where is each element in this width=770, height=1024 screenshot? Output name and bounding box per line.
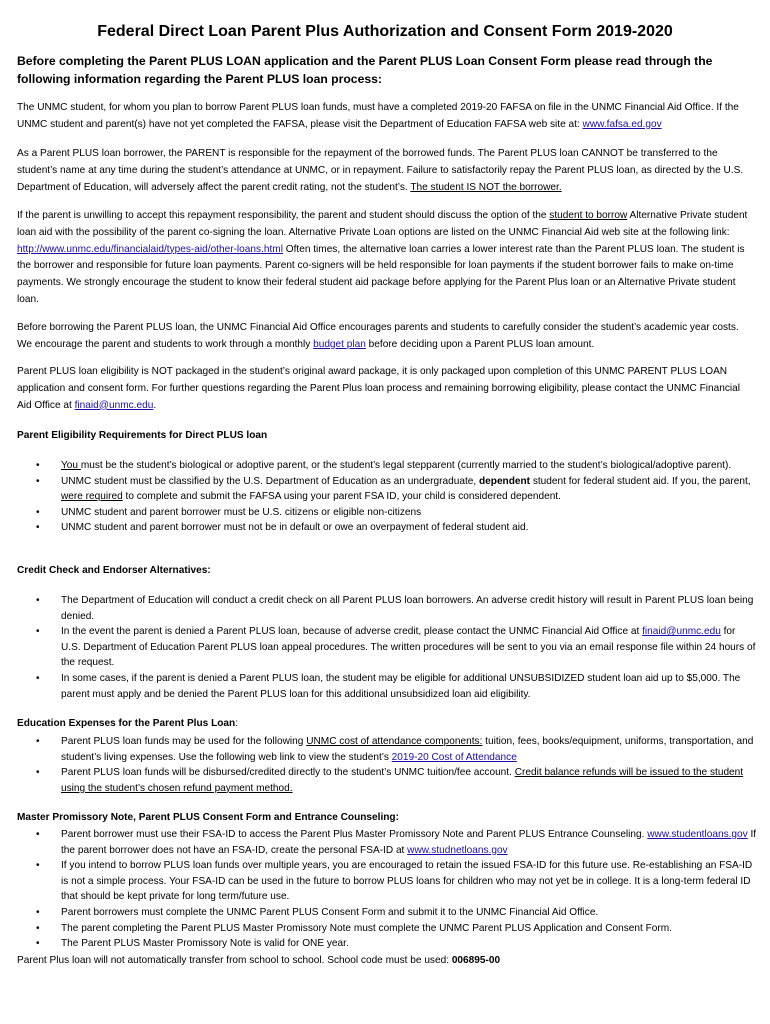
bullet-icon: • — [36, 736, 40, 747]
mpn-list — [17, 827, 757, 952]
list-item-text: Parent PLUS loan funds will be disbursed/credited directly to the student’s UNMC tuition/fee account. — [61, 767, 515, 779]
paragraph-budget — [17, 320, 755, 354]
bullet-icon: • — [36, 906, 40, 918]
studentloans-link[interactable]: www.studentloans.gov — [647, 829, 748, 840]
list-item-text: If you intend to borrow PLUS loan funds over multiple years, you are encouraged to retain the issued FSA-ID for this future use. Re-establishing an FSA-ID is not a simple process. Your FSA-ID can be used in the future to borrow PLUS loans for children who may not yet be in college. It is a long-term federal ID that should be kept private for long term/future use. — [61, 860, 753, 903]
list-item — [17, 624, 757, 671]
paragraph-fafsa — [17, 100, 755, 134]
list-item — [17, 765, 757, 796]
studnetloans-link[interactable]: www.studnetloans.gov — [407, 844, 508, 856]
list-item-text: Parent borrowers must complete the UNMC Parent PLUS Consent Form and submit it to the UNMC Financial Aid Office. — [61, 906, 599, 918]
list-item — [17, 520, 757, 536]
list-item-text: Parent borrower must use their FSA-ID to access the Parent Plus Master Promissory Note and Parent PLUS Entrance Counseling. — [61, 829, 648, 840]
paragraph-packaging-end: . — [153, 399, 157, 411]
school-code-note — [17, 954, 757, 968]
paragraph-alt-text-c: Often times, the alternative loan carries a lower interest rate than the Parent PLUS loan. The student is the borrower and responsible for future loan payments. Parent co-signers will be held responsible for loan payments if the student borrower fails to make on-time payments. We strongly encourage the student to know their federal student aid package before applying for the Parent Plus loan or an Alternative Private student loan. — [17, 243, 745, 305]
budget-plan-link[interactable]: budget plan — [313, 338, 366, 350]
paragraph-packaging-text: Parent PLUS loan eligibility is NOT packaged in the student’s original award package, it is only packaged upon completion of this UNMC PARENT PLUS LOAN application and consent form. For further questions regarding the Parent Plus loan process and remaining borrowing eligibility, please contact the UNMC Financial Aid Office at — [17, 366, 741, 411]
finaid-email-link[interactable]: finaid@unmc.edu — [74, 399, 154, 411]
list-item-text: UNMC student and parent borrower must not be in default or owe an overpayment of federal student aid. — [61, 522, 529, 534]
paragraph-eligibility-packaging — [17, 364, 755, 414]
paragraph-alt-text-b: Alternative Private student loan aid with the possibility of the parent co-signing the loan. Alternative Private Loan options are listed on the UNMC Financial Aid web site at the following link: — [17, 210, 748, 238]
list-item-text: The parent completing the Parent PLUS Master Promissory Note must complete the UNMC Parent PLUS Application and Consent Form. — [61, 922, 672, 934]
list-item — [17, 905, 757, 921]
bullet-icon: • — [36, 475, 40, 487]
credit-list — [17, 593, 757, 702]
expenses-heading-colon: : — [235, 718, 238, 729]
paragraph-fafsa-text: The UNMC student, for whom you plan to borrow Parent PLUS loan funds, must have a completed 2019-20 FAFSA on file in the UNMC Financial Aid Office. If the UNMC student and parent(s) have not yet completed the FAFSA, please visit the Department of Education FAFSA web site at: — [17, 102, 739, 130]
list-item — [17, 827, 757, 858]
list-item-text: UNMC student and parent borrower must be U.S. citizens or eligible non-citizens — [61, 506, 422, 518]
list-item-text: student for federal student aid. If you, the parent, — [530, 475, 751, 487]
not-borrower-note: The student IS NOT the borrower. — [410, 181, 562, 193]
list-item-text: for U.S. Department of Education Parent PLUS loan appeal procedures. The written procedures will be sent to you via an email response file within 24 hours of the request. — [61, 626, 756, 669]
paragraph-repayment-text: As a Parent PLUS loan borrower, the PARENT is responsible for the repayment of the borrowed funds. The Parent PLUS loan CANNOT be transferred to the student’s name at any time during the student’s attendance at UNMC, or in repayment. Failure to satisfactorily repay the Parent PLUS loan, as directed by the U.S. Department of Education, will adversely affect the parent credit rating, not the student’s. — [17, 148, 744, 193]
eligibility-heading: Parent Eligibility Requirements for Direct PLUS loan — [17, 430, 268, 441]
bullet-icon: • — [36, 922, 40, 934]
list-item-text: Parent PLUS loan funds may be used for the following — [61, 736, 307, 747]
page-title: Federal Direct Loan Parent Plus Authorization and Consent Form 2019-2020 — [97, 23, 673, 40]
list-item — [17, 505, 757, 521]
expenses-list — [17, 734, 757, 796]
student-to-borrow-text: student to borrow — [549, 210, 628, 221]
list-item-text: UNMC student must be classified by the U.S. Department of Education as an undergraduate, — [61, 475, 479, 487]
list-item-text: tuition, fees, books/equipment, uniforms, transportation, and student’s living expenses. Use the following web link to view the student’s — [61, 736, 754, 763]
cost-components-text: UNMC cost of attendance components: — [306, 736, 483, 747]
expenses-heading — [17, 717, 238, 731]
list-item — [17, 671, 757, 702]
bullet-icon: • — [36, 672, 40, 684]
list-item — [17, 921, 757, 937]
list-item — [17, 734, 757, 765]
intro-text: Before completing the Parent PLUS LOAN application and the Parent PLUS Loan Consent Form please read through the following information regarding the Parent PLUS loan process: — [17, 54, 713, 86]
bullet-icon: • — [36, 506, 40, 518]
bullet-icon: • — [36, 595, 40, 606]
list-item — [17, 858, 757, 905]
bullet-icon: • — [36, 522, 40, 534]
list-item — [17, 593, 757, 624]
paragraph-alternative-loans — [17, 208, 755, 309]
list-item — [17, 474, 757, 505]
bullet-icon: • — [36, 767, 40, 779]
expenses-heading-text: Education Expenses for the Parent Plus Loan — [17, 718, 236, 729]
bullet-icon: • — [36, 829, 40, 840]
list-item-text: In some cases, if the parent is denied a Parent PLUS loan, the student may be eligible for additional UNSUBSIDIZED student loan aid up to $5,000. The parent must apply and be denied the Parent PLUS loan for this additional unsubsidized loan aid eligibility. — [61, 672, 741, 700]
list-item-text: In the event the parent is denied a Parent PLUS loan, because of adverse credit, please contact the UNMC Financial Aid Office at — [61, 626, 643, 638]
mpn-heading: Master Promissory Note, Parent PLUS Consent Form and Entrance Counseling: — [17, 812, 399, 823]
list-item-text: The Parent PLUS Master Promissory Note is valid for ONE year. — [61, 938, 349, 950]
bullet-icon: • — [36, 460, 40, 471]
list-item — [17, 936, 757, 952]
list-item-text: to complete and submit the FAFSA using your parent FSA ID, your child is considered dependent. — [122, 491, 561, 503]
you-text: You — [61, 460, 81, 471]
list-item-text: must be the student’s biological or adoptive parent, or the student’s legal stepparent (currently married to the student’s biological/adoptive parent). — [80, 460, 732, 471]
dependent-text: dependent — [479, 475, 531, 487]
bullet-icon: • — [36, 860, 40, 872]
bullet-icon: • — [36, 938, 40, 950]
cost-of-attendance-link[interactable]: 2019-20 Cost of Attendance — [391, 751, 517, 763]
fafsa-link[interactable]: www.fafsa.ed.gov — [582, 118, 662, 130]
school-code-text: Parent Plus loan will not automatically transfer from school to school. School code must be used: — [17, 955, 452, 966]
other-loans-link[interactable]: http://www.unmc.edu/financialaid/types-aid/other-loans.html — [17, 243, 283, 255]
finaid-email-link[interactable]: finaid@unmc.edu — [642, 626, 721, 638]
refund-note: Credit balance refunds will be issued to the student using the student’s chosen refund payment method. — [61, 767, 744, 794]
list-item-text: The Department of Education will conduct a credit check on all Parent PLUS loan borrowers. An adverse credit history will result in Parent PLUS loan being denied. — [61, 595, 754, 622]
credit-heading: Credit Check and Endorser Alternatives: — [17, 565, 211, 576]
list-item — [17, 458, 757, 474]
were-required-text: were required — [61, 491, 123, 503]
school-code: 006895-00 — [451, 955, 501, 966]
eligibility-list — [17, 458, 757, 536]
list-item-text: If the parent borrower does not have an FSA-ID, create the personal FSA-ID at — [61, 829, 757, 856]
paragraph-budget-text-b: before deciding upon a Parent PLUS loan amount. — [365, 338, 595, 350]
paragraph-alt-text-a: If the parent is unwilling to accept this repayment responsibility, the parent and student should discuss the option of the — [17, 210, 550, 221]
bullet-icon: • — [36, 626, 40, 638]
paragraph-repayment — [17, 146, 755, 196]
paragraph-budget-text-a: Before borrowing the Parent PLUS loan, the UNMC Financial Aid Office encourages parents and students to carefully consider the student’s academic year costs. We encourage the parent and students to work through a monthly — [17, 322, 739, 350]
